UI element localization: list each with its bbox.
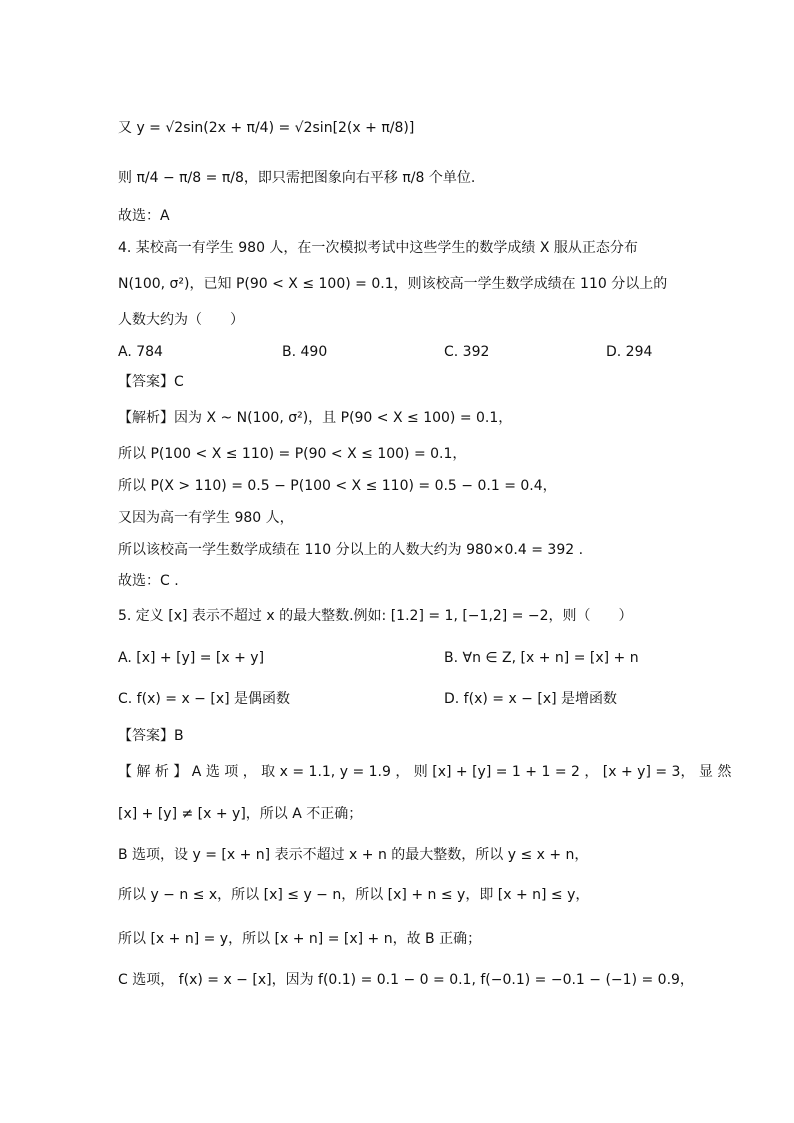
question-5-stem: 5. 定义 [x] 表示不超过 x 的最大整数.例如: [1.2] = 1, [−1,2] = −2，则（ ） <box>118 608 633 624</box>
analysis-line: 故选：C . <box>118 573 179 589</box>
choice-b: B. ∀n ∈ Z, [x + n] = [x] + n <box>444 650 639 666</box>
text-line: 则 π/4 − π/8 = π/8，即只需把图象向右平移 π/8 个单位. <box>118 170 476 186</box>
question-4-stem: N(100, σ²)，已知 P(90 < X ≤ 100) = 0.1，则该校高一学生数学成绩在 110 分以上的 <box>118 276 668 292</box>
answer-label: 【答案】C <box>118 374 184 390</box>
analysis-line: 【解析】因为 X ~ N(100, σ²)，且 P(90 < X ≤ 100) = 0.1， <box>118 410 513 426</box>
choice-c: C. f(x) = x − [x] 是偶函数 <box>118 691 291 707</box>
choice-d: D. f(x) = x − [x] 是增函数 <box>444 691 618 707</box>
choice-d: D. 294 <box>606 344 653 360</box>
answer-label: 【答案】B <box>118 728 184 744</box>
analysis-line: [x] + [y] ≠ [x + y]，所以 A 不正确； <box>118 806 363 822</box>
analysis-line: 所以 y − n ≤ x，所以 [x] ≤ y − n，所以 [x] + n ≤ y，即 [x + n] ≤ y， <box>118 887 590 903</box>
choice-a: A. 784 <box>118 344 163 360</box>
analysis-line: B 选项，设 y = [x + n] 表示不超过 x + n 的最大整数，所以 y ≤ x + n， <box>118 847 589 863</box>
text-line: 又 y = √2sin(2x + π/4) = √2sin[2(x + π/8)] <box>118 120 415 136</box>
choice-b: B. 490 <box>282 344 328 360</box>
analysis-line: C 选项， f(x) = x − [x]，因为 f(0.1) = 0.1 − 0 = 0.1, f(−0.1) = −0.1 − (−1) = 0.9， <box>118 972 694 988</box>
choice-a: A. [x] + [y] = [x + y] <box>118 650 265 666</box>
text-line: 故选：A <box>118 208 170 224</box>
question-4-stem: 4. 某校高一有学生 980 人，在一次模拟考试中这些学生的数学成绩 X 服从正态分布 <box>118 240 638 256</box>
analysis-line: 又因为高一有学生 980 人， <box>118 510 294 526</box>
analysis-line: 所以 P(100 < X ≤ 110) = P(90 < X ≤ 100) = 0.1， <box>118 446 467 462</box>
choice-c: C. 392 <box>444 344 490 360</box>
analysis-line: 所以 [x + n] = y，所以 [x + n] = [x] + n，故 B 正确； <box>118 931 482 947</box>
question-4-stem: 人数大约为（ ） <box>118 312 244 328</box>
analysis-line: 所以 P(X > 110) = 0.5 − P(100 < X ≤ 110) = 0.5 − 0.1 = 0.4， <box>118 478 557 494</box>
analysis-line: 所以该校高一学生数学成绩在 110 分以上的人数大约为 980×0.4 = 392 . <box>118 542 584 558</box>
analysis-line: 【 解 析 】 A 选 项 ， 取 x = 1.1, y = 1.9 ， 则 [x] + [y] = 1 + 1 = 2 ， [x + y] = 3， 显 然 <box>118 764 732 780</box>
